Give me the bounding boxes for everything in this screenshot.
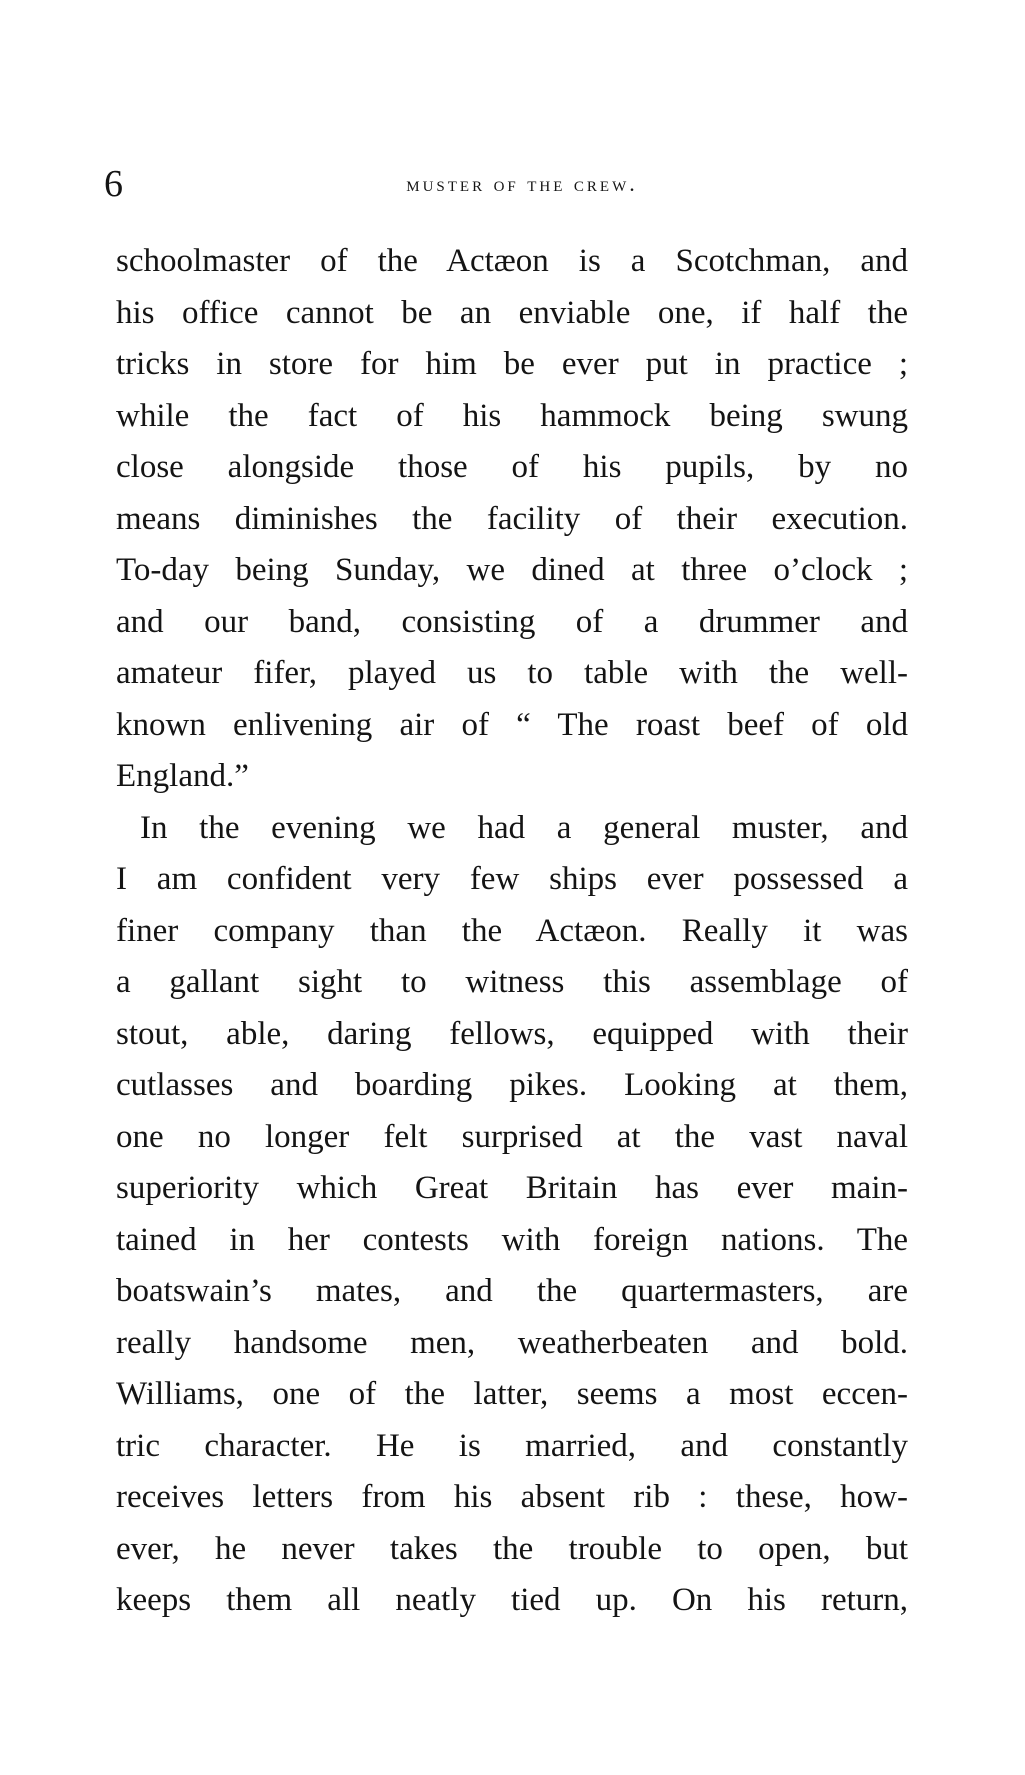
text-line: keeps them all neatly tied up. On his return, (116, 1582, 908, 1618)
text-line: a gallant sight to witness this assemblage of (116, 964, 908, 1000)
text-line-paragraph-start: In the evening we had a general muster, and (140, 809, 908, 846)
text-line: tained in her contests with foreign nations. The (116, 1221, 908, 1258)
text-line: close alongside those of his pupils, by no (116, 449, 908, 485)
page-number: 6 (104, 163, 123, 205)
running-head: muster of the crew. (406, 171, 638, 196)
text-line: amateur fifer, played us to table with the well- (116, 655, 908, 691)
text-line: known enlivening air of “ The roast beef of old (116, 706, 908, 743)
text-line: boatswain’s mates, and the quartermasters, are (116, 1273, 908, 1309)
text-line: tric character. He is married, and constantly (116, 1427, 908, 1464)
text-line: stout, able, daring fellows, equipped with their (116, 1015, 908, 1052)
body-text (116, 236, 908, 1627)
text-line: To-day being Sunday, we dined at three o’clock ; (116, 552, 908, 588)
text-line: superiority which Great Britain has ever main- (116, 1170, 908, 1206)
text-line: finer company than the Actæon. Really it was (116, 912, 908, 949)
text-line: really handsome men, weatherbeaten and bold. (116, 1324, 908, 1361)
text-line: Williams, one of the latter, seems a most eccen- (116, 1376, 908, 1412)
text-line-paragraph-end: England.” (116, 758, 249, 794)
text-line: I am confident very few ships ever possessed a (116, 861, 908, 897)
text-line: while the fact of his hammock being swung (116, 397, 908, 434)
text-line: ever, he never takes the trouble to open, but (116, 1530, 908, 1567)
text-line: one no longer felt surprised at the vast naval (116, 1118, 908, 1155)
text-line: receives letters from his absent rib : these, how- (116, 1479, 908, 1515)
text-line: cutlasses and boarding pikes. Looking at them, (116, 1067, 908, 1103)
text-line: tricks in store for him be ever put in practice ; (116, 346, 908, 382)
text-line: schoolmaster of the Actæon is a Scotchman, and (116, 243, 908, 279)
text-line: and our band, consisting of a drummer and (116, 603, 908, 640)
text-line: means diminishes the facility of their execution. (116, 500, 908, 537)
text-line: his office cannot be an enviable one, if half the (116, 294, 908, 331)
page-header (104, 160, 910, 208)
